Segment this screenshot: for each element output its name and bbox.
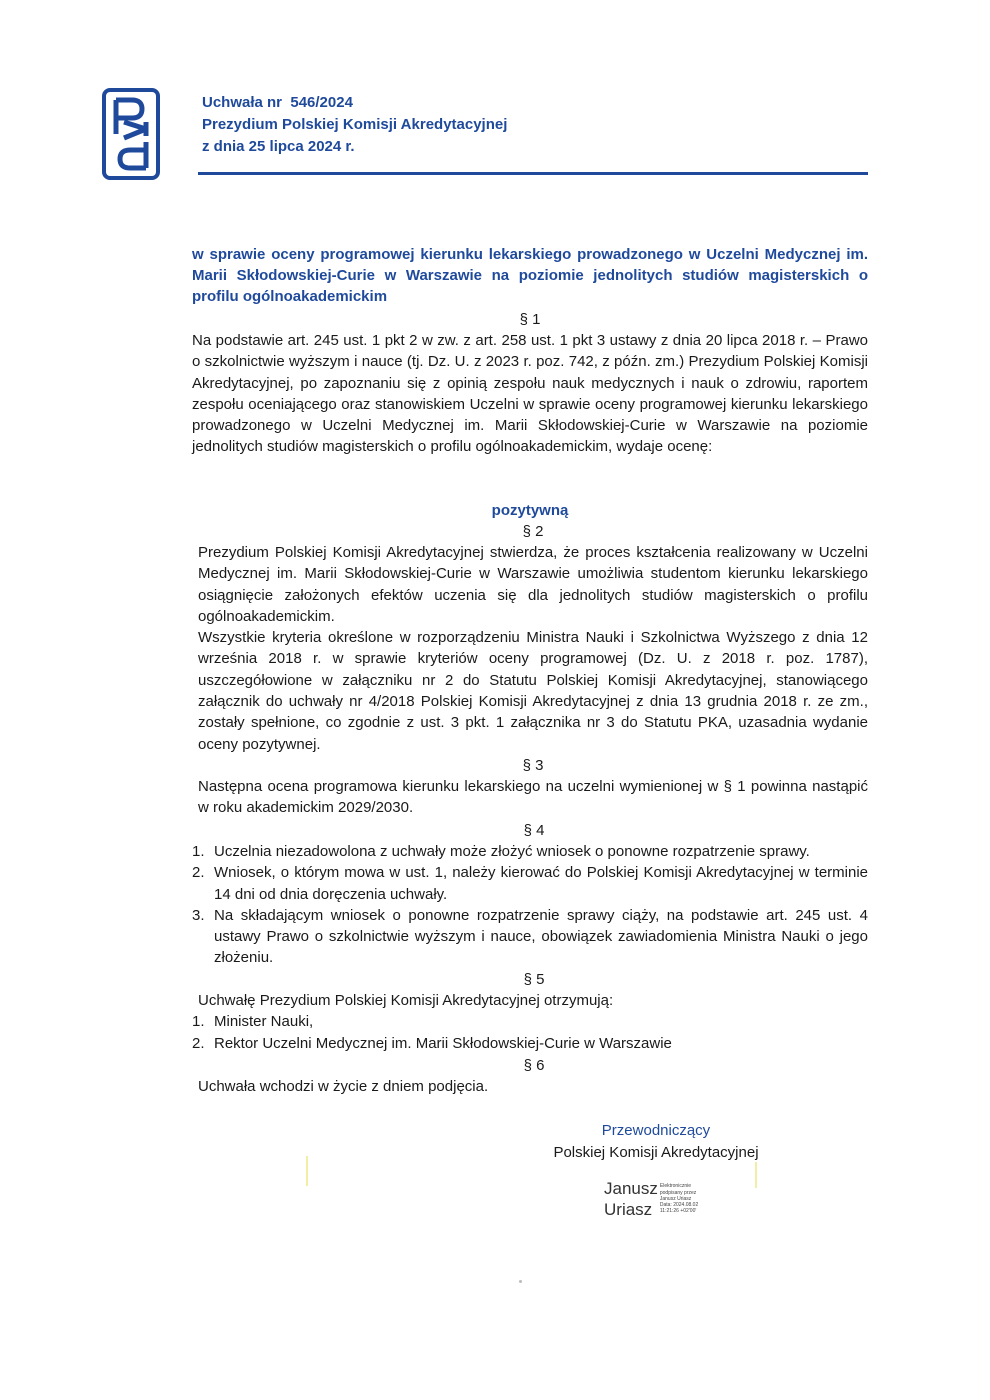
signature-last-name: Uriasz — [604, 1200, 653, 1219]
signature-meta-line: Data: 2024.08.02 — [659, 1202, 699, 1209]
resolution-date: z dnia 25 lipca 2024 r. — [202, 138, 355, 155]
section-4-heading: § 4 — [523, 822, 545, 839]
resolution-body: Prezydium Polskiej Komisji Akredytacyjnej — [202, 116, 508, 133]
list-item — [192, 841, 868, 862]
signer-organization: Polskiej Komisji Akredytacyjnej — [553, 1144, 759, 1161]
verdict-value: pozytywną — [491, 502, 569, 519]
list-item-text: Rektor Uczelni Medycznej im. Marii Skłodowskiej-Curie w Warszawie — [214, 1034, 672, 1052]
section-6 — [192, 1055, 868, 1097]
scan-dot — [519, 1280, 522, 1283]
section-1-text: Na podstawie art. 245 ust. 1 pkt 2 w zw. z art. 258 ust. 1 pkt 3 ustawy z dnia 20 lipca 2018 r. – Prawo o szkolnictwie wyższym i nauce (tj. Dz. U. z 2023 r. poz. 742, z późn. zm.) Prezydium Polskiej Komisji Akredytacyjnej, po zapoznaniu się z opinią zespołu nauk medycznych i nauk o zdrowiu, raportem zespołu oceniającego oraz stanowiskiem Uczelni w sprawie oceny programowej kierunku lekarskiego prowadzonego w Uczelni Medycznej im. Marii Skłodowskiej-Curie w Warszawie na poziomie jednolitych studiów magisterskich o profilu ogólnoakademickim, wydaje ocenę: — [192, 332, 868, 456]
signature-meta-line: 11:21:26 +02'00' — [659, 1208, 697, 1215]
section-3-text: Następna ocena programowa kierunku lekarskiego na uczelni wymienionej w § 1 powinna nastąpić w roku akademickim 2029/2030. — [198, 778, 868, 817]
list-item-number: 1. — [192, 1013, 205, 1031]
section-4 — [192, 820, 868, 969]
section-5-heading: § 5 — [523, 971, 545, 988]
scan-mark — [755, 1162, 757, 1188]
list-item — [192, 905, 868, 969]
list-item-number: 1. — [192, 843, 205, 860]
section-1 — [192, 309, 868, 458]
signature-metadata — [660, 1183, 720, 1214]
list-item-text: Wniosek, o którym mowa w ust. 1, należy kierować do Polskiej Komisji Akredytacyjnej w terminie 14 dni od dnia doręczenia uchwały. — [214, 864, 868, 903]
electronic-signature — [604, 1178, 720, 1220]
list-item-text: Uczelnia niezadowolona z uchwały może złożyć wniosek o ponowne rozpatrzenie sprawy. — [214, 843, 810, 860]
signature-meta-line: Elektronicznie — [659, 1183, 692, 1190]
section-5 — [192, 969, 868, 1054]
verdict — [192, 500, 868, 521]
signer-role: Przewodniczący — [601, 1122, 711, 1139]
signer-title — [540, 1120, 772, 1164]
resolution-subject: w sprawie oceny programowej kierunku lekarskiego prowadzonego w Uczelni Medycznej im. Marii Skłodowskiej-Curie w Warszawie na poziomie jednolitych studiów magisterskich o profilu ogólnoakademickim — [192, 246, 868, 305]
signature-meta-line: podpisany przez — [659, 1189, 697, 1196]
header-divider — [198, 172, 868, 175]
section-6-text: Uchwała wchodzi w życie z dniem podjęcia. — [198, 1078, 489, 1095]
signature-meta-line: Janusz Uriasz — [659, 1195, 692, 1202]
section-2-paragraph-2: Wszystkie kryteria określone w rozporządzeniu Ministra Nauki i Szkolnictwa Wyższego z dnia 12 września 2018 r. w sprawie kryteriów oceny programowej (Dz. U. z 2018 r. poz. 1787), uszczegółowione w załączniku nr 2 do Statutu Polskiej Komisji Akredytacyjnej, stanowiącego załącznik do uchwały nr 4/2018 Polskiej Komisji Akredytacyjnej z dnia 13 grudnia 2018 r. ze zm., zostały spełnione, co zgodnie z ust. 3 pkt. 1 załącznika nr 3 do Statutu PKA, uzasadnia wydanie oceny pozytywnej. — [198, 629, 868, 753]
resolution-number: Uchwała nr 546/2024 — [202, 94, 353, 111]
section-4-list — [192, 841, 868, 969]
list-item — [192, 1011, 868, 1032]
section-2 — [198, 521, 868, 755]
pka-logo — [102, 88, 160, 180]
list-item-number: 2. — [192, 1034, 205, 1052]
resolution-header — [202, 92, 507, 158]
scan-mark — [306, 1156, 308, 1186]
section-1-heading: § 1 — [519, 311, 541, 328]
section-2-paragraph-1: Prezydium Polskiej Komisji Akredytacyjnej stwierdza, że proces kształcenia realizowany w Uczelni Medycznej im. Marii Skłodowskiej-Curie w Warszawie umożliwia studentom kierunku lekarskiego osiągnięcie założonych efektów uczenia się dla jednolitych studiów magisterskich o profilu ogólnoakademickim. — [198, 544, 868, 625]
signature-name — [604, 1178, 658, 1220]
list-item-number: 3. — [192, 906, 205, 924]
section-3 — [198, 755, 868, 819]
signature-first-name: Janusz — [604, 1179, 658, 1198]
list-item-text: Minister Nauki, — [214, 1013, 314, 1031]
section-3-heading: § 3 — [522, 757, 544, 774]
list-item-number: 2. — [192, 864, 205, 882]
section-6-heading: § 6 — [523, 1057, 545, 1074]
list-item — [192, 862, 868, 905]
section-5-list — [192, 1011, 868, 1054]
list-item — [192, 1033, 868, 1054]
section-2-heading: § 2 — [522, 523, 544, 540]
section-5-intro: Uchwałę Prezydium Polskiej Komisji Akredytacyjnej otrzymują: — [198, 992, 614, 1009]
list-item-text: Na składającym wniosek o ponowne rozpatrzenie sprawy ciąży, na podstawie art. 245 ust. 4 ustawy Prawo o szkolnictwie wyższym i nauce, obowiązek zawiadomienia Ministra Nauki o jego złożeniu. — [214, 906, 868, 967]
